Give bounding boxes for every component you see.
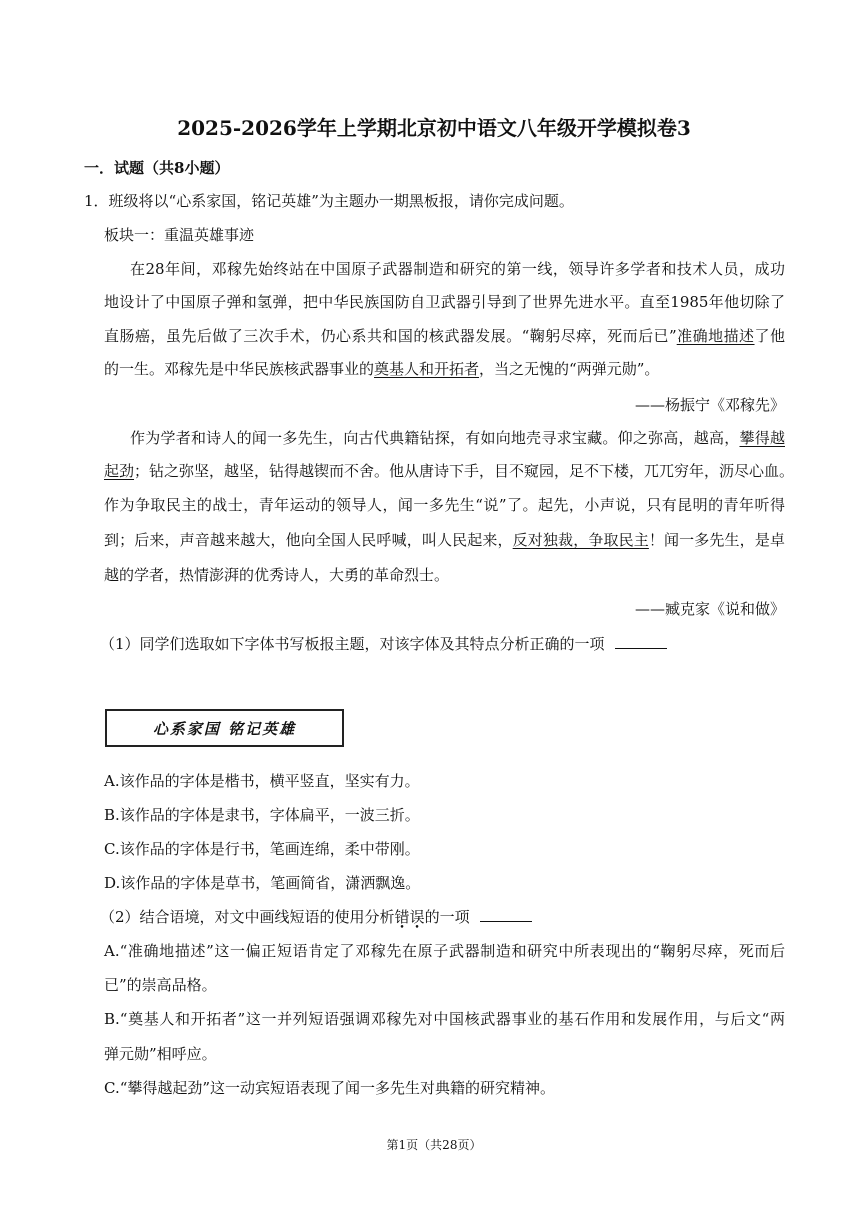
subquestion-2-stem: （2）结合语境，对文中画线短语的使用分析错误的一项	[100, 906, 532, 928]
question-1-stem: 1．班级将以“心系家国，铭记英雄”为主题办一期黑板报，请你完成问题。	[84, 192, 574, 210]
passage1-line4: 的一生。邓稼先是中华民族核武器事业的奠基人和开拓者，当之无愧的“两弹元勋”。	[104, 360, 660, 378]
option-1B: B.该作品的字体是隶书，字体扁平，一波三折。	[104, 806, 420, 824]
passage2-line1: 作为学者和诗人的闻一多先生，向古代典籍钻探，有如向地壳寻求宝藏。仰之弥高，越高，攀得越	[130, 429, 785, 447]
underlined-phrase-1: 准确地描述	[676, 327, 755, 345]
option-2B-line1: B.“奠基人和开拓者”这一并列短语强调邓稼先对中国核武器事业的基石作用和发展作用，与后文“两	[104, 1010, 785, 1028]
passage1-source: ——杨振宁《邓稼先》	[634, 396, 785, 414]
calligraphy-banner	[105, 709, 344, 747]
block-label: 板块一：重温英雄事迹	[104, 226, 255, 244]
passage2-line3: 作为争取民主的战士，青年运动的领导人，闻一多先生“说”了。起先，小声说，只有昆明的青年听得	[104, 496, 785, 514]
page-footer: 第1页（共28页）	[386, 1138, 482, 1152]
option-1C: C.该作品的字体是行书，笔画连绵，柔中带刚。	[104, 840, 420, 858]
banner-text: 心系家国 铭记英雄	[152, 719, 297, 738]
subquestion-1-stem: （1）同学们选取如下字体书写板报主题，对该字体及其特点分析正确的一项	[100, 633, 667, 655]
answer-blank-1	[615, 634, 667, 649]
section-heading: 一．试题（共8小题）	[84, 159, 230, 177]
option-2A-line2: 已”的崇高品格。	[104, 976, 217, 994]
document-title: 2025-2026学年上学期北京初中语文八年级开学模拟卷3	[177, 116, 691, 140]
option-2A-line1: A.“准确地描述”这一偏正短语肯定了邓稼先在原子武器制造和研究中所表现出的“鞠躬尽瘁，死而后	[104, 942, 785, 960]
passage1-line1: 在28年间，邓稼先始终站在中国原子武器制造和研究的第一线，领导许多学者和技术人员，成功	[130, 260, 785, 278]
answer-blank-2	[480, 907, 532, 922]
underlined-phrase-4: 反对独裁，争取民主	[512, 531, 649, 549]
passage1-line2: 地设计了中国原子弹和氢弹，把中华民族国防自卫武器引导到了世界先进水平。直至1985年他切除了	[104, 293, 785, 311]
underlined-phrase-3b: 起劲	[104, 462, 135, 480]
underlined-phrase-2: 奠基人和开拓者	[374, 360, 480, 378]
passage1-line3: 直肠癌，虽先后做了三次手术，仍心系共和国的核武器发展。“鞠躬尽瘁，死而后已”准确地描述了他	[104, 327, 785, 345]
option-2B-line2: 弹元勋”相呼应。	[104, 1045, 217, 1063]
option-2C-line1: C.“攀得越起劲”这一动宾短语表现了闻一多先生对典籍的研究精神。	[104, 1079, 556, 1097]
option-1A: A.该作品的字体是楷书，横平竖直，坚实有力。	[104, 772, 420, 790]
option-1D: D.该作品的字体是草书，笔画简省，潇洒飘逸。	[104, 874, 421, 892]
passage2-line5: 越的学者，热情澎湃的优秀诗人，大勇的革命烈士。	[104, 566, 450, 584]
passage2-line2: 起劲；钻之弥坚，越坚，钻得越锲而不舍。他从唐诗下手，目不窥园，足不下楼，兀兀穷年，沥尽心血。	[104, 462, 795, 480]
passage2-source: ——臧克家《说和做》	[634, 600, 785, 618]
emphasis-dot-char: 误	[409, 908, 425, 926]
emphasis-dot-char: 错	[394, 908, 410, 926]
passage2-line4: 到；后来，声音越来越大，他向全国人民呼喊，叫人民起来，反对独裁，争取民主！闻一多先生，是卓	[104, 531, 785, 549]
underlined-phrase-3a: 攀得越	[739, 429, 785, 447]
